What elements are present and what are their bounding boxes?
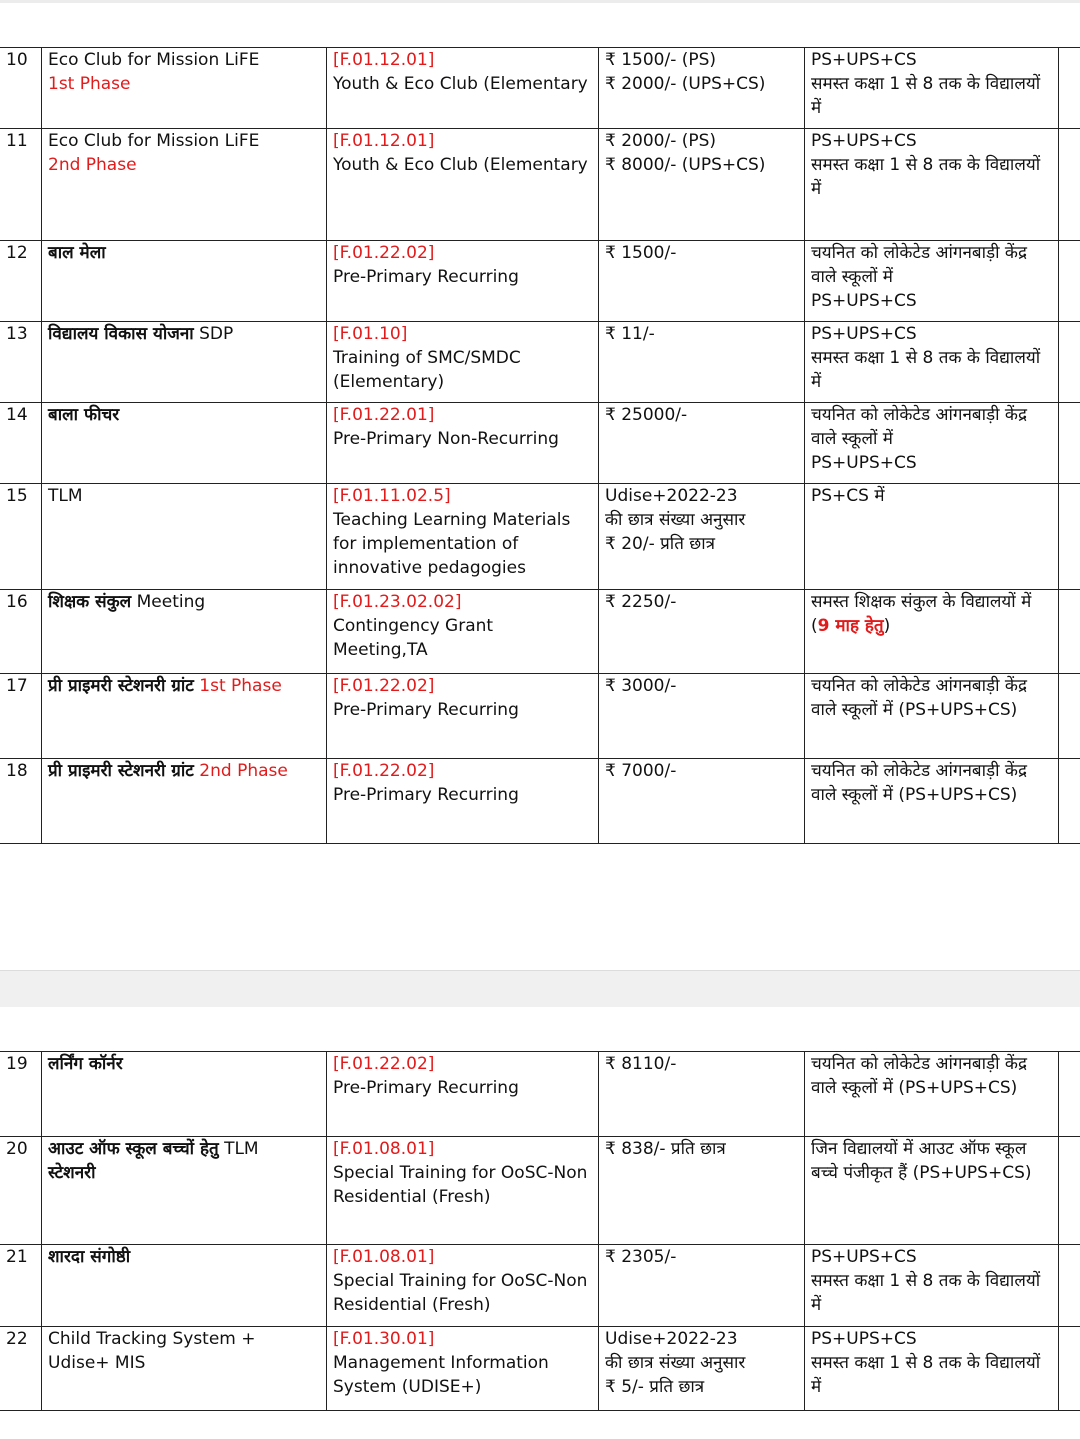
- note-line: बच्चे पंजीकृत हैं (PS+UPS+CS): [811, 1163, 1032, 1183]
- amount-cell: [599, 1052, 805, 1137]
- note-line: वाले स्कूलों में (PS+UPS+CS): [811, 700, 1018, 720]
- table-row: [0, 1327, 1080, 1411]
- top-edge: [0, 0, 1080, 3]
- budget-head-text: Pre-Primary Non-Recurring: [333, 429, 559, 449]
- table-row: [0, 48, 1080, 129]
- note-line: PS+UPS+CS: [811, 1329, 917, 1349]
- budget-head-text: Pre-Primary Recurring: [333, 1078, 519, 1098]
- table-row: [0, 590, 1080, 674]
- serial-number: 22: [0, 1327, 42, 1411]
- amount-line: ₹ 1500/-: [605, 243, 677, 263]
- phase-label: 1st Phase: [48, 74, 131, 94]
- amount-line: की छात्र संख्या अनुसार: [605, 510, 746, 530]
- activity-title-line2: स्टेशनरी: [48, 1163, 96, 1183]
- grant-table-part-2: [0, 1051, 1080, 1411]
- budget-head: [327, 1245, 599, 1327]
- budget-head-text: Youth & Eco Club (Elementary: [333, 74, 588, 94]
- activity-title: शारदा संगोष्ठी: [48, 1247, 131, 1267]
- amount-line: ₹ 25000/-: [605, 405, 688, 425]
- amount-cell: [599, 1137, 805, 1245]
- applicability-cell: [805, 484, 1059, 590]
- amount-line: ₹ 7000/-: [605, 761, 677, 781]
- amount-cell: [599, 590, 805, 674]
- note-line: चयनित को लोकेटेड आंगनबाड़ी केंद्र: [811, 405, 1027, 425]
- serial-number: 20: [0, 1137, 42, 1245]
- budget-head: [327, 129, 599, 241]
- activity-title: बाला फीचर: [48, 405, 120, 425]
- phase-label: 2nd Phase: [199, 761, 288, 781]
- budget-code: [F.01.22.02]: [333, 243, 435, 263]
- activity-name: [42, 590, 327, 674]
- activity-name: [42, 48, 327, 129]
- activity-title: प्री प्राइमरी स्टेशनरी ग्रांट: [48, 676, 194, 696]
- activity-suffix: SDP: [199, 324, 234, 344]
- budget-head-text: Teaching Learning Materials for implementation of innovative pedagogies: [333, 510, 571, 578]
- budget-head: [327, 322, 599, 403]
- extra-column: [1059, 129, 1080, 241]
- budget-head: [327, 241, 599, 322]
- paren-open: (: [811, 616, 818, 636]
- extra-column: [1059, 759, 1080, 844]
- serial-number: 12: [0, 241, 42, 322]
- activity-title: लर्निंग कॉर्नर: [48, 1054, 123, 1074]
- amount-cell: [599, 403, 805, 484]
- extra-column: [1059, 48, 1080, 129]
- activity-name: [42, 759, 327, 844]
- note-line: में: [811, 1295, 822, 1315]
- amount-cell: [599, 1245, 805, 1327]
- amount-line: ₹ 8000/- (UPS+CS): [605, 155, 766, 175]
- budget-code: [F.01.08.01]: [333, 1139, 435, 1159]
- applicability-cell: [805, 674, 1059, 759]
- activity-name: [42, 1052, 327, 1137]
- applicability-cell: [805, 129, 1059, 241]
- applicability-cell: [805, 590, 1059, 674]
- note-line: जिन विद्यालयों में आउट ऑफ स्कूल: [811, 1139, 1027, 1159]
- activity-title: TLM: [48, 486, 83, 506]
- applicability-cell: [805, 1137, 1059, 1245]
- serial-number: 13: [0, 322, 42, 403]
- budget-head: [327, 759, 599, 844]
- activity-suffix: Meeting: [136, 592, 206, 612]
- applicability-cell: [805, 48, 1059, 129]
- amount-line: ₹ 2250/-: [605, 592, 677, 612]
- table-row: [0, 1052, 1080, 1137]
- amount-line: ₹ 5/- प्रति छात्र: [605, 1377, 705, 1397]
- extra-column: [1059, 1052, 1080, 1137]
- activity-suffix: TLM: [224, 1139, 259, 1159]
- activity-title: विद्यालय विकास योजना: [48, 324, 194, 344]
- amount-line: Udise+2022-23: [605, 1329, 738, 1349]
- activity-name: [42, 1137, 327, 1245]
- activity-name: [42, 403, 327, 484]
- budget-code: [F.01.10]: [333, 324, 408, 344]
- extra-column: [1059, 1137, 1080, 1245]
- serial-number: 16: [0, 590, 42, 674]
- table-row: [0, 322, 1080, 403]
- grant-table-part-1: [0, 47, 1080, 844]
- amount-line: ₹ 3000/-: [605, 676, 677, 696]
- serial-number: 11: [0, 129, 42, 241]
- amount-cell: [599, 674, 805, 759]
- activity-name: [42, 129, 327, 241]
- activity-title: Child Tracking System +: [48, 1329, 256, 1349]
- budget-code: [F.01.12.01]: [333, 50, 435, 70]
- budget-head-text: Pre-Primary Recurring: [333, 785, 519, 805]
- applicability-cell: [805, 1245, 1059, 1327]
- table-row: [0, 241, 1080, 322]
- extra-column: [1059, 403, 1080, 484]
- note-line: में: [811, 372, 822, 392]
- budget-code: [F.01.11.02.5]: [333, 486, 451, 506]
- phase-label: 1st Phase: [199, 676, 282, 696]
- note-line: समस्त शिक्षक संकुल के विद्यालयों में: [811, 592, 1032, 612]
- note-line: समस्त कक्षा 1 से 8 तक के विद्यालयों: [811, 1271, 1041, 1291]
- amount-cell: [599, 322, 805, 403]
- activity-title: आउट ऑफ स्कूल बच्चों हेतु: [48, 1139, 219, 1159]
- activity-name: [42, 241, 327, 322]
- extra-column: [1059, 1245, 1080, 1327]
- amount-line: ₹ 838/- प्रति छात्र: [605, 1139, 726, 1159]
- amount-cell: [599, 484, 805, 590]
- note-line: समस्त कक्षा 1 से 8 तक के विद्यालयों: [811, 1353, 1041, 1373]
- activity-name: [42, 484, 327, 590]
- note-line: चयनित को लोकेटेड आंगनबाड़ी केंद्र: [811, 676, 1027, 696]
- table-row: [0, 484, 1080, 590]
- budget-head: [327, 590, 599, 674]
- activity-name: [42, 1327, 327, 1411]
- budget-code: [F.01.22.02]: [333, 761, 435, 781]
- extra-column: [1059, 322, 1080, 403]
- applicability-cell: [805, 1052, 1059, 1137]
- amount-line: ₹ 20/- प्रति छात्र: [605, 534, 715, 554]
- amount-cell: [599, 759, 805, 844]
- note-line: चयनित को लोकेटेड आंगनबाड़ी केंद्र: [811, 761, 1027, 781]
- amount-line: ₹ 2000/- (PS): [605, 131, 717, 151]
- budget-head: [327, 1137, 599, 1245]
- extra-column: [1059, 241, 1080, 322]
- extra-column: [1059, 484, 1080, 590]
- amount-line: ₹ 1500/- (PS): [605, 50, 717, 70]
- note-line: PS+UPS+CS: [811, 324, 917, 344]
- amount-cell: [599, 1327, 805, 1411]
- note-line: PS+UPS+CS: [811, 291, 917, 311]
- budget-code: [F.01.12.01]: [333, 131, 435, 151]
- activity-name: [42, 1245, 327, 1327]
- amount-cell: [599, 241, 805, 322]
- budget-head-text: Contingency Grant Meeting,TA: [333, 616, 494, 660]
- note-line: PS+UPS+CS: [811, 1247, 917, 1267]
- budget-head: [327, 1327, 599, 1411]
- budget-head-text: Special Training for OoSC-Non Residential (Fresh): [333, 1163, 588, 1207]
- note-line: समस्त कक्षा 1 से 8 तक के विद्यालयों: [811, 348, 1041, 368]
- note-line: में: [811, 1377, 822, 1397]
- activity-name: [42, 674, 327, 759]
- note-line: समस्त कक्षा 1 से 8 तक के विद्यालयों: [811, 74, 1041, 94]
- activity-title: प्री प्राइमरी स्टेशनरी ग्रांट: [48, 761, 194, 781]
- budget-head: [327, 674, 599, 759]
- amount-line: Udise+2022-23: [605, 486, 738, 506]
- amount-cell: [599, 48, 805, 129]
- budget-head: [327, 484, 599, 590]
- phase-label: 2nd Phase: [48, 155, 137, 175]
- note-line: में: [811, 179, 822, 199]
- budget-code: [F.01.22.01]: [333, 405, 435, 425]
- applicability-cell: [805, 241, 1059, 322]
- amount-cell: [599, 129, 805, 241]
- serial-number: 19: [0, 1052, 42, 1137]
- activity-title: बाल मेला: [48, 243, 106, 263]
- page-break: [0, 970, 1080, 1007]
- budget-code: [F.01.22.02]: [333, 1054, 435, 1074]
- serial-number: 15: [0, 484, 42, 590]
- amount-line: ₹ 2000/- (UPS+CS): [605, 74, 766, 94]
- applicability-cell: [805, 759, 1059, 844]
- budget-code: [F.01.23.02.02]: [333, 592, 462, 612]
- serial-number: 21: [0, 1245, 42, 1327]
- amount-line: की छात्र संख्या अनुसार: [605, 1353, 746, 1373]
- budget-head-text: Youth & Eco Club (Elementary: [333, 155, 588, 175]
- note-line: वाले स्कूलों में (PS+UPS+CS): [811, 1078, 1018, 1098]
- budget-head-text: Pre-Primary Recurring: [333, 700, 519, 720]
- budget-code: [F.01.30.01]: [333, 1329, 435, 1349]
- activity-title: Eco Club for Mission LiFE: [48, 50, 260, 70]
- note-line: वाले स्कूलों में (PS+UPS+CS): [811, 785, 1018, 805]
- table-row: [0, 1137, 1080, 1245]
- budget-head: [327, 48, 599, 129]
- note-line: PS+CS में: [811, 486, 885, 506]
- note-line: वाले स्कूलों में: [811, 429, 893, 449]
- applicability-cell: [805, 322, 1059, 403]
- serial-number: 10: [0, 48, 42, 129]
- budget-head-text: Training of SMC/SMDC (Elementary): [333, 348, 521, 392]
- table-row: [0, 759, 1080, 844]
- table-row: [0, 403, 1080, 484]
- table-row: [0, 129, 1080, 241]
- activity-name: [42, 322, 327, 403]
- note-line: समस्त कक्षा 1 से 8 तक के विद्यालयों: [811, 155, 1041, 175]
- extra-column: [1059, 674, 1080, 759]
- duration-text: 9 माह हेतु: [817, 616, 884, 636]
- note-line: चयनित को लोकेटेड आंगनबाड़ी केंद्र: [811, 1054, 1027, 1074]
- serial-number: 17: [0, 674, 42, 759]
- budget-head: [327, 1052, 599, 1137]
- applicability-cell: [805, 403, 1059, 484]
- activity-title: शिक्षक संकुल: [48, 592, 132, 612]
- activity-title: Eco Club for Mission LiFE: [48, 131, 260, 151]
- note-duration: [811, 614, 1052, 638]
- activity-title-line2: Udise+ MIS: [48, 1353, 146, 1373]
- note-line: वाले स्कूलों में: [811, 267, 893, 287]
- note-line: PS+UPS+CS: [811, 50, 917, 70]
- amount-line: ₹ 11/-: [605, 324, 655, 344]
- note-line: में: [811, 98, 822, 118]
- table-row: [0, 674, 1080, 759]
- serial-number: 14: [0, 403, 42, 484]
- budget-code: [F.01.08.01]: [333, 1247, 435, 1267]
- note-line: चयनित को लोकेटेड आंगनबाड़ी केंद्र: [811, 243, 1027, 263]
- serial-number: 18: [0, 759, 42, 844]
- applicability-cell: [805, 1327, 1059, 1411]
- budget-head-text: Pre-Primary Recurring: [333, 267, 519, 287]
- note-line: PS+UPS+CS: [811, 131, 917, 151]
- budget-head-text: Management Information System (UDISE+): [333, 1353, 549, 1397]
- budget-code: [F.01.22.02]: [333, 676, 435, 696]
- extra-column: [1059, 1327, 1080, 1411]
- amount-line: ₹ 2305/-: [605, 1247, 677, 1267]
- budget-head: [327, 403, 599, 484]
- paren-close: ): [883, 616, 891, 636]
- amount-line: ₹ 8110/-: [605, 1054, 677, 1074]
- table-row: [0, 1245, 1080, 1327]
- budget-head-text: Special Training for OoSC-Non Residential (Fresh): [333, 1271, 588, 1315]
- note-line: PS+UPS+CS: [811, 453, 917, 473]
- extra-column: [1059, 590, 1080, 674]
